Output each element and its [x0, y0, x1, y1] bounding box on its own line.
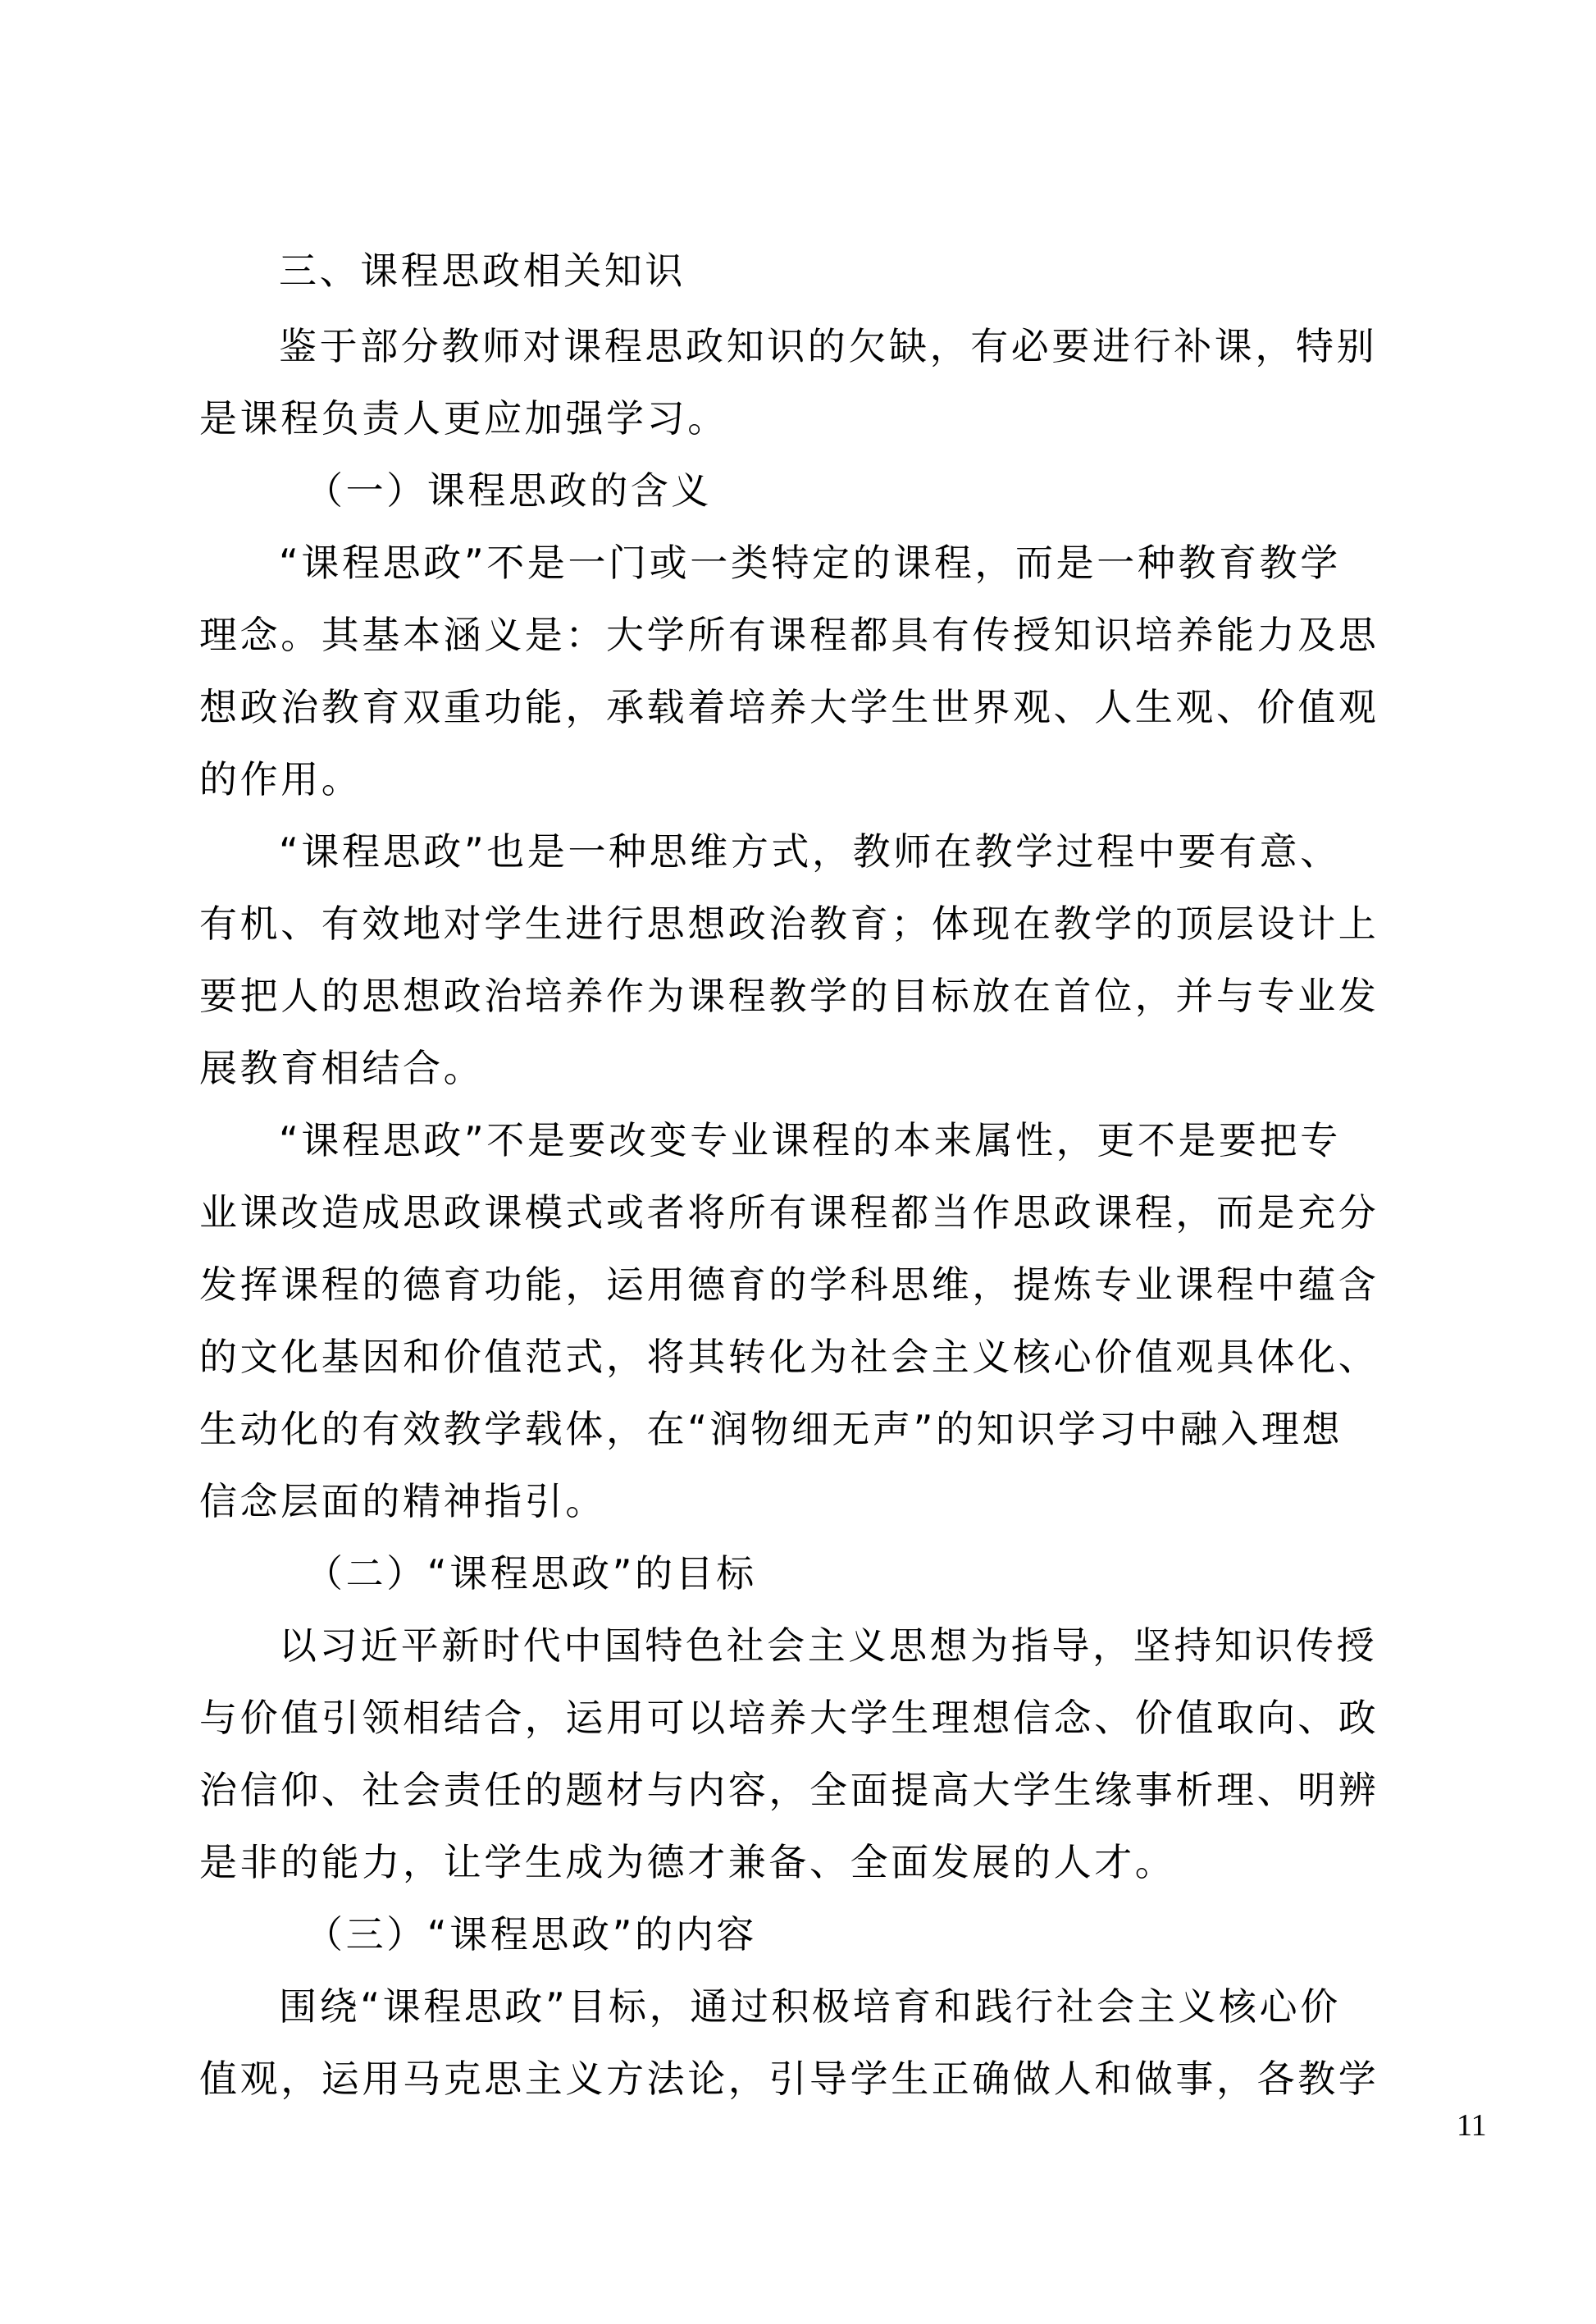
paragraph-line: 值观，运用马克思主义方法论，引导学生正确做人和做事，各教学 — [199, 2057, 1379, 2101]
paragraph-line: 业课改造成思政课模式或者将所有课程都当作思政课程，而是充分 — [199, 1190, 1379, 1235]
subsection-heading: （二）“课程思政”的目标 — [305, 1551, 757, 1596]
paragraph-line: 的文化基因和价值范式，将其转化为社会主义核心价值观具体化、 — [199, 1335, 1379, 1379]
paragraph-line: 想政治教育双重功能，承载着培养大学生世界观、人生观、价值观 — [199, 685, 1379, 729]
section-heading: 三、课程思政相关知识 — [279, 249, 686, 293]
paragraph-line: 与价值引领相结合，运用可以培养大学生理想信念、价值取向、政 — [199, 1696, 1379, 1740]
paragraph-line: 生动化的有效教学载体，在“润物细无声”的知识学习中融入理想 — [199, 1407, 1343, 1451]
paragraph-line: 的作用。 — [199, 757, 363, 801]
paragraph-line: 围绕“课程思政”目标，通过积极培育和践行社会主义核心价 — [279, 1984, 1341, 2029]
paragraph-line: “课程思政”也是一种思维方式，教师在教学过程中要有意、 — [279, 829, 1341, 874]
subsection-heading: （一）课程思政的含义 — [305, 468, 712, 513]
paragraph-line: 鉴于部分教师对课程思政知识的欠缺，有必要进行补课，特别 — [279, 324, 1378, 368]
paragraph-line: 信念层面的精神指引。 — [199, 1479, 606, 1523]
paragraph-line: 治信仰、社会责任的题材与内容，全面提高大学生缘事析理、明辨 — [199, 1768, 1379, 1812]
paragraph-line: “课程思政”不是一门或一类特定的课程，而是一种教育教学 — [279, 541, 1341, 585]
paragraph-line: 是非的能力，让学生成为德才兼备、全面发展的人才。 — [199, 1840, 1176, 1884]
paragraph-line: 要把人的思想政治培养作为课程教学的目标放在首位，并与专业发 — [199, 974, 1379, 1018]
paragraph-line: 以习近平新时代中国特色社会主义思想为指导，坚持知识传授 — [279, 1623, 1378, 1668]
page-number: 11 — [1457, 2108, 1487, 2143]
paragraph-line: 展教育相结合。 — [199, 1046, 485, 1090]
paragraph-line: 是课程负责人更应加强学习。 — [199, 396, 728, 441]
paragraph-line: 有机、有效地对学生进行思想政治教育；体现在教学的顶层设计上 — [199, 902, 1379, 946]
paragraph-line: 理念。其基本涵义是：大学所有课程都具有传授知识培养能力及思 — [199, 613, 1379, 657]
subsection-heading: （三）“课程思政”的内容 — [305, 1912, 757, 1956]
paragraph-line: “课程思政”不是要改变专业课程的本来属性，更不是要把专 — [279, 1118, 1341, 1162]
paragraph-line: 发挥课程的德育功能，运用德育的学科思维，提炼专业课程中蕴含 — [199, 1262, 1379, 1307]
